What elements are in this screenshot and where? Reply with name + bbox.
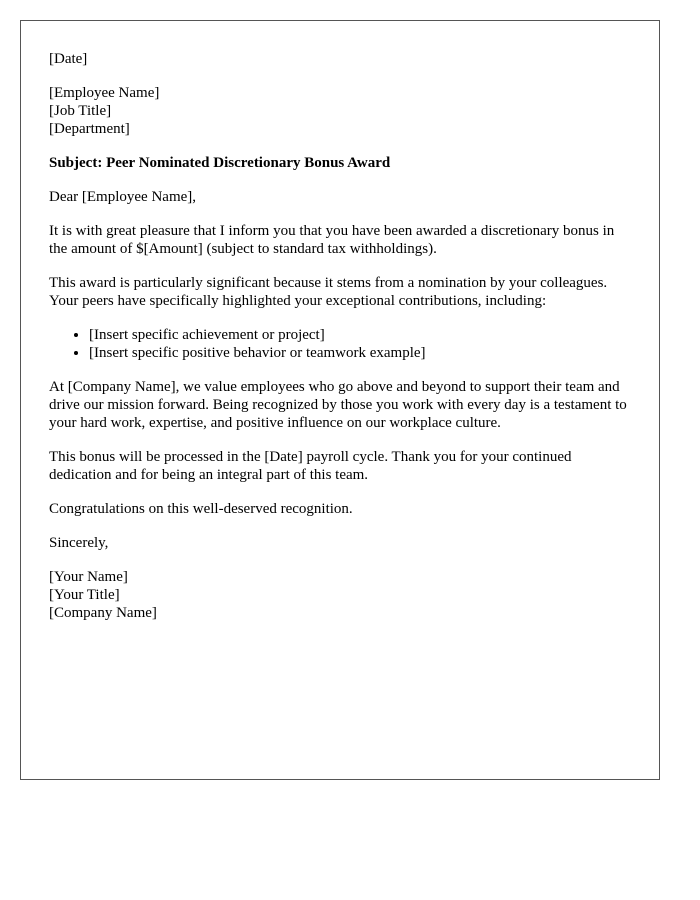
closing-block xyxy=(49,534,631,552)
recipient-name: [Employee Name] xyxy=(49,85,160,101)
signature-title: [Your Title] xyxy=(49,587,120,603)
paragraph-values xyxy=(49,378,631,432)
letter-date: [Date] xyxy=(49,51,88,67)
list-item: • [Insert specific achievement or project] xyxy=(89,326,631,344)
paragraph-congratulations-text: Congratulations on this well-deserved recognition. xyxy=(49,501,353,517)
salutation-block xyxy=(49,188,631,206)
letter-page xyxy=(20,20,660,780)
paragraph-congratulations xyxy=(49,500,631,518)
paragraph-payroll-text: This bonus will be processed in the [Date] payroll cycle. Thank you for your continued dedication and for being an integral part of this team. xyxy=(49,449,572,483)
signature-company: [Company Name] xyxy=(49,605,157,621)
signature-block xyxy=(49,568,631,622)
paragraph-award-text: It is with great pleasure that I inform you that you have been awarded a discretionary bonus in the amount of $[Amount] (subject to standard tax withholdings). xyxy=(49,223,615,257)
date-block xyxy=(49,50,631,68)
paragraph-values-text: At [Company Name], we value employees who go above and beyond to support their team and drive our mission forward. Being recognized by those you work with every day is a testament to your hard work, expertise, and positive influence on our workplace culture. xyxy=(49,379,627,431)
recipient-department: [Department] xyxy=(49,121,130,137)
contributions-list xyxy=(49,326,631,362)
signature-name: [Your Name] xyxy=(49,569,128,585)
list-item: • [Insert specific positive behavior or teamwork example] xyxy=(89,344,631,362)
paragraph-nomination xyxy=(49,274,631,310)
recipient-job-title: [Job Title] xyxy=(49,103,112,119)
subject-block xyxy=(49,154,631,172)
paragraph-nomination-text: This award is particularly significant because it stems from a nomination by your colleagues. Your peers have specifically highlighted your exceptional contributions, including: xyxy=(49,275,608,309)
paragraph-award xyxy=(49,222,631,258)
letter-subject: Subject: Peer Nominated Discretionary Bonus Award xyxy=(49,155,391,171)
salutation: Dear [Employee Name], xyxy=(49,189,197,205)
closing: Sincerely, xyxy=(49,535,109,551)
recipient-block xyxy=(49,84,631,138)
paragraph-payroll xyxy=(49,448,631,484)
